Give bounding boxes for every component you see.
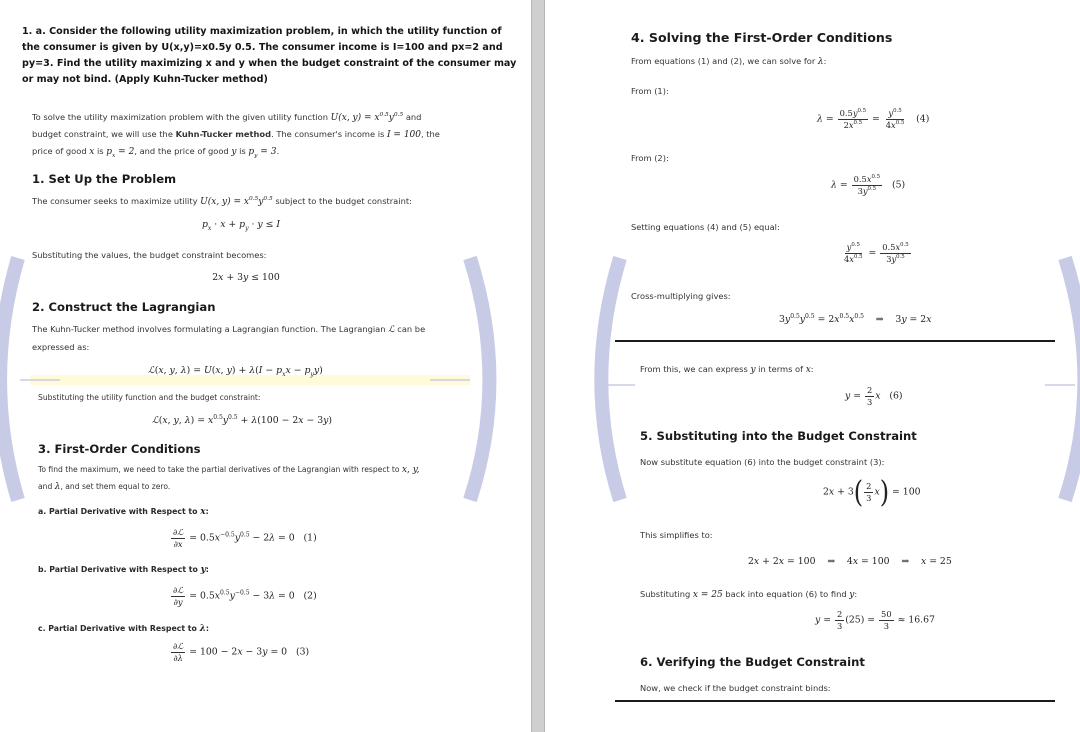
intro-text: To solve the utility maximization problem with the given utility function: [32, 112, 329, 122]
section-2-title: 2. Construct the Lagrangian: [32, 300, 216, 314]
set-frac-2: $\frac{0.5x^{0.5}}{3y^{0.5}}$: [882, 242, 909, 264]
setting-equal-text: Setting equations (4) and (5) equal:: [631, 222, 780, 232]
from-this-b: in terms of: [758, 364, 804, 374]
partial-y-label: b. Partial Derivative with Respect to: [38, 565, 198, 574]
x-y-math: x, y,: [401, 465, 420, 475]
equation-4-5-equal: $\frac{y^{0.5}}{4x^{0.5}}$ = $\frac{0.5x^{0.5}}{3y^{0.5}}$: [844, 242, 909, 264]
right-page: [545, 0, 1080, 732]
cross-multiplying-text: Cross-multiplying gives:: [631, 291, 731, 301]
section-1-substitute-text: Substituting the values, the budget constraint becomes:: [32, 250, 267, 260]
budget-substitution-equation: 2x + 3( $\frac{2}{3}$ x) = 100: [823, 474, 921, 510]
section-2-text-1: [32, 324, 425, 335]
lambda-math-2: λ: [817, 57, 824, 67]
y-var: y: [750, 365, 756, 375]
intro-and: and: [405, 112, 422, 122]
utility-math-2: U(x, $y) = x^{0.5}y^{0.5}$: [200, 196, 273, 207]
y-value-equation: y = $\frac{2}{3}$ (25) = $\frac{50}{3}$ ≈ 16.67: [815, 609, 935, 631]
intro-text-3c: , and the price of good: [134, 146, 229, 156]
x-math: x: [89, 147, 95, 157]
intro-text-3a: price of good: [32, 146, 87, 156]
eq6-tag: (6): [889, 390, 903, 402]
left-page: [0, 0, 531, 732]
equation-5: λ = $\frac{0.5x^{0.5}}{3y^{0.5}}$ (5): [831, 174, 906, 196]
partial-lambda-var: λ: [199, 624, 206, 634]
utility-function-math: U(x, $y) = x^{0.5}y^{0.5}$: [330, 112, 404, 123]
cross-multiply-equation: $3y^{0.5}y^{0.5} = 2x^{0.5}x^{0.5}$ ⇒ 3y = 2x: [779, 312, 932, 325]
eq4-frac-1: $\frac{0.5y^{0.5}}{2x^{0.5}}$: [839, 108, 867, 130]
section-3-text-1: [38, 465, 420, 475]
partial-l-x-frac: $\frac{\text{∂ℒ}}{\partial x}$: [173, 527, 184, 549]
section-2-text-2: expressed as:: [32, 342, 90, 352]
subst-eq-end: = 100: [892, 486, 921, 498]
py-math: $p_y = 3$: [248, 147, 277, 159]
equation-4: λ = $\frac{0.5y^{0.5}}{2x^{0.5}}$ = $\frac{y^{0.5}}{4x^{0.5}}$ (4): [817, 108, 930, 130]
section-4-text: From equations (1) and (2), we can solve for λ:: [631, 56, 827, 67]
simplifies-text: This simplifies to:: [640, 530, 713, 540]
from-1-label: From (1):: [631, 86, 669, 96]
intro-text-3d: is: [239, 146, 246, 156]
s3-text-2a: and: [38, 482, 53, 491]
lagrangian-substituted: ℒ(x, y, $\lambda) = x^{0.5}y^{0.5} + \lambda(100 - 2x - 3y)$: [152, 413, 333, 426]
intro-line-1: [32, 112, 421, 123]
y-frac-2: $\frac{50}{3}$: [881, 609, 892, 631]
page-break-rule-1: [615, 340, 1055, 342]
from-this-a: From this, we can express: [640, 364, 748, 374]
x-equals-25: x = 25: [692, 590, 723, 600]
from-this-text: From this, we can express y in terms of x:: [640, 364, 814, 375]
section-4-title: 4. Solving the First-Order Conditions: [631, 30, 893, 45]
partial-x-heading: a. Partial Derivative with Respect to x:: [38, 507, 209, 517]
partial-lambda-equation: $\frac{\text{∂ℒ}}{\partial\lambda}$ = 100 − 2x − 3y = 0 (3): [173, 641, 310, 663]
intro-line-3: price of good x is $p_x = 2$, and the price of good y is $p_y = 3$.: [32, 146, 280, 159]
partial-x-equation: $\frac{\text{∂ℒ}}{\partial x}$ = $0.5x^{-0.5}y^{0.5} - 2\lambda = 0$ (1): [173, 527, 317, 549]
y-math: y: [231, 147, 237, 157]
subst-a: Substituting: [640, 589, 691, 599]
partial-lambda-heading: c. Partial Derivative with Respect to λ:: [38, 624, 210, 634]
equation-6: y = $\frac{2}{3}$ x (6): [845, 385, 903, 407]
s1-text-b: subject to the budget constraint:: [275, 196, 412, 206]
partial-x-label: a. Partial Derivative with Respect to: [38, 507, 198, 516]
section-5-title: 5. Substituting into the Budget Constraint: [640, 429, 917, 443]
subst-frac: $\frac{2}{3}$: [866, 480, 872, 503]
question-line-2: the consumer is given by U(x,y)=x0.5y 0.5. The consumer income is I=100 and px=2 and: [22, 42, 503, 53]
s1-text-a: The consumer seeks to maximize utility: [32, 196, 198, 206]
partial-x-var: x: [200, 507, 206, 517]
subst-b: back into equation (6) to find: [725, 589, 847, 599]
section-6-text: Now, we check if the budget constraint binds:: [640, 683, 831, 693]
substituting-x-text: Substituting x = 25 back into equation (6) to find y:: [640, 589, 858, 600]
question-line-3: py=3. Find the utility maximizing x and y when the budget constraint of the consumer may: [22, 58, 517, 69]
lagrangian-symbol: ℒ: [388, 325, 395, 335]
intro-text-3b: is: [96, 146, 104, 156]
question-line-4: or may not bind. (Apply Kuhn-Tucker method): [22, 74, 268, 85]
partial-y-heading: b. Partial Derivative with Respect to y:: [38, 565, 209, 575]
s2-text-a: The Kuhn-Tucker method involves formulating a Lagrangian function. The Lagrangian: [32, 324, 386, 334]
section-2-substitute-text: Substituting the utility function and the budget constraint:: [38, 393, 261, 402]
lagrangian-equation: ℒ(x, y, λ) = U(x, $y) + \lambda(I - p_xx - p_yy)$: [148, 365, 323, 378]
eq4-tag: (4): [916, 113, 930, 125]
partial-lambda-label: c. Partial Derivative with Respect to: [38, 624, 197, 633]
lambda-math: λ: [54, 482, 61, 492]
eq4-frac-2: $\frac{y^{0.5}}{4x^{0.5}}$: [885, 108, 905, 130]
y-frac-1: $\frac{2}{3}$: [836, 609, 843, 631]
intro-line-2: [32, 129, 440, 140]
approx-value: ≈ 16.67: [897, 614, 935, 626]
set-frac-1: $\frac{y^{0.5}}{4x^{0.5}}$: [844, 242, 863, 264]
intro-text-2c: . The consumer's income is: [271, 129, 385, 139]
y-var-2: y: [849, 590, 855, 600]
income-math: I = 100: [387, 130, 422, 140]
page-gutter: [531, 0, 545, 732]
section-6-title: 6. Verifying the Budget Constraint: [640, 655, 865, 669]
intro-text-2-end: , the: [421, 129, 440, 139]
page-break-rule-2: [615, 700, 1055, 702]
kuhn-tucker-bold: Kuhn-Tucker method: [175, 129, 272, 139]
eq6-frac: $\frac{2}{3}$: [866, 385, 873, 407]
s2-text-b: can be: [397, 324, 426, 334]
partial-l-y-frac: $\frac{\text{∂ℒ}}{\partial y}$: [173, 585, 184, 607]
simplified-equation: 2x + 2x = 100 ⇒ 4x = 100 ⇒ x = 25: [748, 556, 952, 567]
partial-l-lambda-frac: $\frac{\text{∂ℒ}}{\partial\lambda}$: [173, 641, 184, 663]
section-5-text: Now substitute equation (6) into the budget constraint (3):: [640, 457, 885, 467]
budget-constraint-equation: $p_x \cdot x + p_y \cdot y \le I$: [201, 219, 281, 232]
partial-y-equation: $\frac{\text{∂ℒ}}{\partial y}$ = $0.5x^{0.5}y^{-0.5} - 3\lambda = 0$ (2): [173, 585, 317, 607]
section-3-title: 3. First-Order Conditions: [38, 442, 201, 456]
s3-text-1: To find the maximum, we need to take the partial derivatives of the Lagrangian with respect to: [38, 465, 400, 474]
section-3-text-2: [38, 482, 170, 492]
s3-text-2b: , and set them equal to zero.: [60, 482, 171, 491]
px-math: $p_x = 2$: [106, 147, 135, 159]
intro-text-2a: budget constraint, we will use the: [32, 129, 173, 139]
eq5-tag: (5): [891, 179, 906, 191]
eq5-frac: $\frac{0.5x^{0.5}}{3y^{0.5}}$: [853, 174, 881, 196]
from-2-label: From (2):: [631, 153, 669, 163]
section-1-title: 1. Set Up the Problem: [32, 172, 177, 186]
section-1-text: [32, 196, 412, 207]
x-var: x: [805, 365, 811, 375]
partial-y-var: y: [200, 565, 206, 575]
budget-constraint-values: 2x + 3y ≤ 100: [212, 272, 280, 283]
s4-text: From equations (1) and (2), we can solve for: [631, 56, 816, 66]
question-line-1: 1. a. Consider the following utility maximization problem, in which the utility function of: [22, 26, 502, 37]
